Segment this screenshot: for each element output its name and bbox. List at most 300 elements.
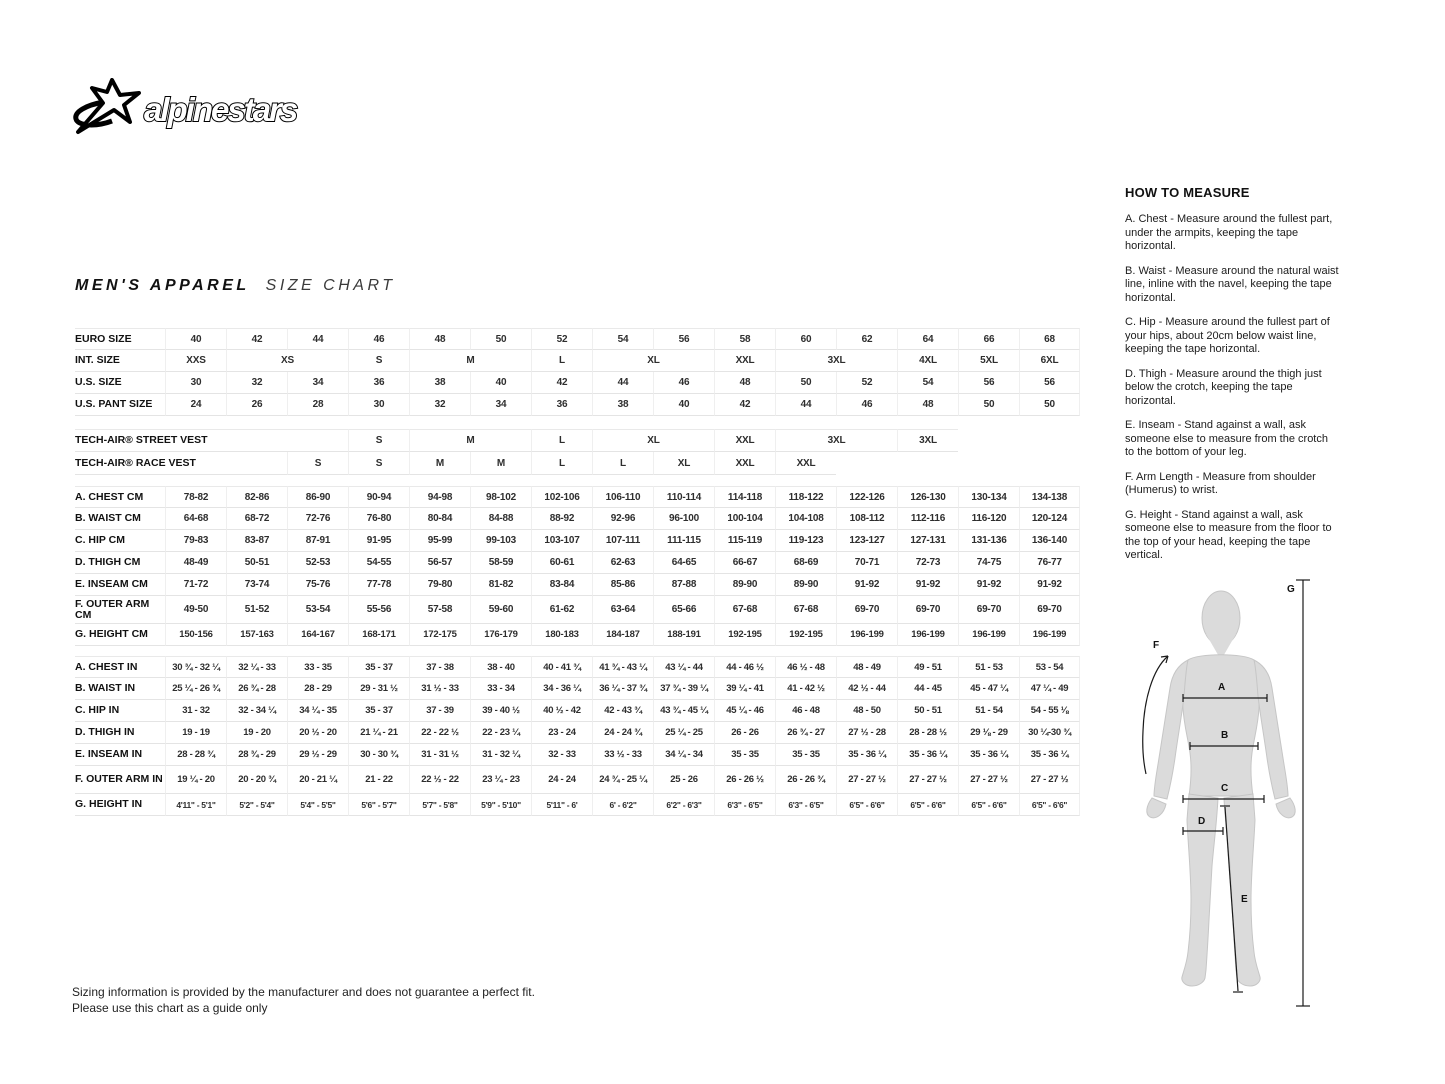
measurement-in-cell: 44 - 45 [897,678,958,700]
size-cell: 30 [165,372,226,394]
measurement-in-cell: 6' - 6'2" [592,794,653,816]
vest-size-cell: M [409,429,531,452]
measurement-cm-cell: 49-50 [165,596,226,624]
measurement-in-cell: 40 ½ - 42 [531,700,592,722]
measurement-cm-cell: 196-199 [836,624,897,646]
measurement-cm-cell: 67-68 [714,596,775,624]
size-cell: XL [592,350,714,372]
size-cell: 56 [1019,372,1080,394]
measurement-in-cell: 19 - 19 [165,722,226,744]
measurement-cm-cell: 80-84 [409,508,470,530]
table-row [75,700,1080,722]
how-to-measure-instructions [1125,213,1340,563]
measurement-in-cell: 24 ¾ - 25 ¼ [592,766,653,794]
measurement-cm-cell: 94-98 [409,486,470,508]
size-cell: S [348,350,409,372]
size-cell: 54 [592,328,653,350]
row-label: A. CHEST CM [75,486,165,508]
measurement-in-cell: 50 - 51 [897,700,958,722]
measurement-in-cell: 33 ½ - 33 [592,744,653,766]
measurement-cm-cell: 64-68 [165,508,226,530]
measurement-in-cell: 32 - 34 ¼ [226,700,287,722]
size-cell: 44 [287,328,348,350]
measurement-in-cell: 4'11" - 5'1" [165,794,226,816]
size-cell: 48 [409,328,470,350]
size-cell: 44 [592,372,653,394]
measurement-in-cell: 23 - 24 [531,722,592,744]
alpinestars-star-icon [76,80,139,132]
size-cell: 46 [836,394,897,416]
measurement-cm-cell: 157-163 [226,624,287,646]
measurement-cm-cell: 87-91 [287,530,348,552]
measurement-in-cell: 32 ¼ - 33 [226,656,287,678]
size-cell: 32 [409,394,470,416]
empty-cell [958,429,1080,452]
measurement-in-cell: 28 - 28 ½ [897,722,958,744]
size-cell: 50 [470,328,531,350]
table-row [75,794,1080,816]
measurement-cm-cell: 50-51 [226,552,287,574]
measurement-cm-cell: 58-59 [470,552,531,574]
row-label: D. THIGH CM [75,552,165,574]
measurement-in-cell: 38 - 40 [470,656,531,678]
vest-size-cell: S [348,429,409,452]
measurement-cm-cell: 91-92 [897,574,958,596]
measurement-in-cell: 20 - 20 ¾ [226,766,287,794]
measurement-in-cell: 5'7" - 5'8" [409,794,470,816]
measurements-in-table [75,656,1080,816]
measurement-in-cell: 37 - 39 [409,700,470,722]
measurement-in-cell: 6'5" - 6'6" [836,794,897,816]
measurement-cm-cell: 72-73 [897,552,958,574]
measurement-in-cell: 29 ⅛ - 29 [958,722,1019,744]
measurement-cm-cell: 67-68 [775,596,836,624]
measurement-in-cell: 30 ¾ - 32 ¼ [165,656,226,678]
measurement-cm-cell: 89-90 [775,574,836,596]
page-title-main: MEN'S APPAREL [75,277,250,294]
table-row [75,744,1080,766]
measurement-cm-cell: 69-70 [836,596,897,624]
measurement-cm-cell: 73-74 [226,574,287,596]
row-label: B. WAIST CM [75,508,165,530]
vest-size-cell: S [348,452,409,475]
measurement-in-cell: 24 - 24 [531,766,592,794]
measurement-cm-cell: 176-179 [470,624,531,646]
measurement-cm-cell: 130-134 [958,486,1019,508]
vest-size-cell: XL [592,429,714,452]
size-cell: 38 [409,372,470,394]
empty-cell [836,452,1080,475]
measurement-in-cell: 40 - 41 ¾ [531,656,592,678]
measurement-in-cell: 37 - 38 [409,656,470,678]
measurement-cm-cell: 120-124 [1019,508,1080,530]
size-cell: 66 [958,328,1019,350]
measurement-in-cell: 6'3" - 6'5" [714,794,775,816]
alpinestars-logo [70,78,330,136]
measurement-in-cell: 46 - 48 [775,700,836,722]
measurement-in-cell: 45 ¼ - 46 [714,700,775,722]
row-label: INT. SIZE [75,350,165,372]
measurement-cm-cell: 82-86 [226,486,287,508]
measurement-in-cell: 5'6" - 5'7" [348,794,409,816]
measurement-cm-cell: 127-131 [897,530,958,552]
measurement-cm-cell: 136-140 [1019,530,1080,552]
table-row [75,429,1080,452]
row-label: F. OUTER ARM IN [75,766,165,794]
table-row [75,766,1080,794]
measurement-in-cell: 51 - 54 [958,700,1019,722]
measurement-in-cell: 28 - 29 [287,678,348,700]
row-label: U.S. SIZE [75,372,165,394]
measurement-in-cell: 27 - 27 ½ [1019,766,1080,794]
size-cell: 3XL [775,350,897,372]
size-cell: 42 [226,328,287,350]
measurement-in-cell: 35 - 37 [348,700,409,722]
measurement-cm-cell: 131-136 [958,530,1019,552]
vest-size-cell: XL [653,452,714,475]
measurement-in-cell: 6'2" - 6'3" [653,794,714,816]
label-A: A [1218,682,1226,693]
measurement-cm-cell: 150-156 [165,624,226,646]
size-cell: 26 [226,394,287,416]
row-label: G. HEIGHT IN [75,794,165,816]
measurement-in-cell: 35 - 36 ¼ [958,744,1019,766]
vest-size-cell: M [470,452,531,475]
measurement-cm-cell: 98-102 [470,486,531,508]
measurement-in-cell: 27 - 27 ½ [836,766,897,794]
measurement-cm-cell: 54-55 [348,552,409,574]
size-cell: 52 [836,372,897,394]
label-B: B [1221,730,1229,741]
vest-size-cell: XXL [714,429,775,452]
measurement-cm-cell: 65-66 [653,596,714,624]
measure-instruction: F. Arm Length - Measure from shoulder (Humerus) to wrist. [1125,470,1316,496]
vest-size-cell: M [409,452,470,475]
measurement-cm-cell: 103-107 [531,530,592,552]
measurement-in-cell: 22 ½ - 22 [409,766,470,794]
measurement-cm-cell: 76-77 [1019,552,1080,574]
size-cell: 5XL [958,350,1019,372]
measurement-in-cell: 25 ¼ - 26 ¾ [165,678,226,700]
measurement-cm-cell: 110-114 [653,486,714,508]
measurement-in-cell: 39 ¼ - 41 [714,678,775,700]
size-cell: 6XL [1019,350,1080,372]
table-row [75,722,1080,744]
disclaimer-line-1: Sizing information is provided by the manufacturer and does not guarantee a perfect fit. [72,985,535,999]
measurement-cm-cell: 95-99 [409,530,470,552]
measurement-cm-cell: 85-86 [592,574,653,596]
how-to-measure-panel [1125,185,1340,574]
row-label: C. HIP IN [75,700,165,722]
size-cell: 28 [287,394,348,416]
size-cell: 32 [226,372,287,394]
measurement-in-cell: 34 ¼ - 34 [653,744,714,766]
measurement-cm-cell: 123-127 [836,530,897,552]
measurement-cm-cell: 51-52 [226,596,287,624]
measurement-in-cell: 22 - 23 ¼ [470,722,531,744]
measurement-cm-cell: 192-195 [714,624,775,646]
size-cell: 40 [165,328,226,350]
measurement-in-cell: 5'2" - 5'4" [226,794,287,816]
measure-instruction: E. Inseam - Stand against a wall, ask someone else to measure from the crotch to the bottom of your leg. [1125,419,1328,458]
label-E: E [1241,894,1248,905]
measurement-in-cell: 35 - 36 ¼ [1019,744,1080,766]
measurement-in-cell: 5'9" - 5'10" [470,794,531,816]
measurement-cm-cell: 56-57 [409,552,470,574]
table-row [75,486,1080,508]
row-label: TECH-AIR® RACE VEST [75,452,287,475]
label-F: F [1153,640,1160,651]
vest-size-cell: 3XL [897,429,958,452]
measurement-in-cell: 51 - 53 [958,656,1019,678]
measurement-cm-cell: 116-120 [958,508,1019,530]
measurement-in-cell: 26 ¾ - 27 [775,722,836,744]
measurement-cm-cell: 115-119 [714,530,775,552]
size-cell: 46 [348,328,409,350]
size-cell: 44 [775,394,836,416]
measurement-in-cell: 31 ½ - 33 [409,678,470,700]
measurement-cm-cell: 69-70 [1019,596,1080,624]
measurement-in-cell: 6'5" - 6'6" [897,794,958,816]
table-row [75,552,1080,574]
size-cell: L [531,350,592,372]
measurement-in-cell: 6'5" - 6'6" [1019,794,1080,816]
measurement-in-cell: 29 ½ - 29 [287,744,348,766]
measurement-in-cell: 35 - 36 ¼ [836,744,897,766]
measurement-in-cell: 26 - 26 ¾ [775,766,836,794]
size-cell: XXL [714,350,775,372]
measurement-cm-cell: 75-76 [287,574,348,596]
size-cell: 46 [653,372,714,394]
measurement-in-cell: 46 ½ - 48 [775,656,836,678]
measure-instruction: A. Chest - Measure around the fullest part, under the armpits, keeping the tape horizontal. [1125,213,1333,252]
table-row [75,624,1080,646]
table-row [75,596,1080,624]
size-cell: XS [226,350,348,372]
measurement-cm-cell: 71-72 [165,574,226,596]
size-cell: 60 [775,328,836,350]
measurement-cm-cell: 66-67 [714,552,775,574]
row-label: E. INSEAM IN [75,744,165,766]
measurement-cm-cell: 91-95 [348,530,409,552]
measurement-cm-cell: 79-83 [165,530,226,552]
measurement-in-cell: 24 - 24 ¾ [592,722,653,744]
size-cell: 34 [470,394,531,416]
measurement-cm-cell: 196-199 [897,624,958,646]
measure-instruction: G. Height - Stand against a wall, ask someone else to measure from the floor to the top of your head, keeping the tape vertical. [1125,508,1332,561]
measurement-cm-cell: 61-62 [531,596,592,624]
measurement-cm-cell: 134-138 [1019,486,1080,508]
measurement-cm-cell: 69-70 [897,596,958,624]
measurement-cm-cell: 59-60 [470,596,531,624]
measurement-cm-cell: 87-88 [653,574,714,596]
measurement-cm-cell: 52-53 [287,552,348,574]
table-row [75,350,1080,372]
disclaimer [72,984,535,1016]
measurement-cm-cell: 78-82 [165,486,226,508]
size-cell: 36 [348,372,409,394]
size-cell: 64 [897,328,958,350]
table-row [75,452,1080,475]
measure-instruction: C. Hip - Measure around the fullest part of your hips, about 20cm below waist line, keeping the tape horizontal. [1125,316,1330,355]
size-cell: 36 [531,394,592,416]
measurement-in-cell: 32 - 33 [531,744,592,766]
measurement-in-cell: 53 - 54 [1019,656,1080,678]
measurement-in-cell: 25 - 26 [653,766,714,794]
measurement-in-cell: 31 - 32 [165,700,226,722]
measurement-cm-cell: 99-103 [470,530,531,552]
measurement-in-cell: 35 - 37 [348,656,409,678]
vest-size-cell: XXL [775,452,836,475]
measurement-in-cell: 30 - 30 ¾ [348,744,409,766]
height-measure-line [1296,580,1310,1006]
row-label: C. HIP CM [75,530,165,552]
size-cell: 50 [1019,394,1080,416]
measure-instruction: D. Thigh - Measure around the thigh just below the crotch, keeping the tape horizontal. [1125,367,1322,407]
measurement-cm-cell: 168-171 [348,624,409,646]
table-row [75,656,1080,678]
measurement-in-cell: 42 - 43 ¾ [592,700,653,722]
measurement-in-cell: 34 ¼ - 35 [287,700,348,722]
row-label: G. HEIGHT CM [75,624,165,646]
size-cell: 40 [470,372,531,394]
measurement-cm-cell: 196-199 [1019,624,1080,646]
page-title [75,277,395,295]
measurement-cm-cell: 92-96 [592,508,653,530]
measurement-in-cell: 23 ¼ - 23 [470,766,531,794]
table-row [75,574,1080,596]
measurement-in-cell: 54 - 55 ⅛ [1019,700,1080,722]
measurement-cm-cell: 89-90 [714,574,775,596]
measurement-in-cell: 27 - 27 ½ [958,766,1019,794]
measurement-cm-cell: 112-116 [897,508,958,530]
measurement-cm-cell: 119-123 [775,530,836,552]
measurement-cm-cell: 76-80 [348,508,409,530]
measurement-in-cell: 43 ¼ - 44 [653,656,714,678]
measurement-in-cell: 20 - 21 ¼ [287,766,348,794]
measurement-cm-cell: 91-92 [958,574,1019,596]
measurement-cm-cell: 55-56 [348,596,409,624]
size-header-table [75,328,1080,416]
measurement-in-cell: 42 ½ - 44 [836,678,897,700]
measurement-cm-cell: 84-88 [470,508,531,530]
measurement-cm-cell: 118-122 [775,486,836,508]
measurement-in-cell: 22 - 22 ½ [409,722,470,744]
measurement-cm-cell: 192-195 [775,624,836,646]
measurement-in-cell: 31 - 31 ½ [409,744,470,766]
vest-size-cell: L [592,452,653,475]
measurement-cm-cell: 63-64 [592,596,653,624]
size-cell: 68 [1019,328,1080,350]
row-label: E. INSEAM CM [75,574,165,596]
vest-size-cell: 3XL [775,429,897,452]
measurement-cm-cell: 60-61 [531,552,592,574]
vest-size-cell: XXL [714,452,775,475]
measurement-in-cell: 43 ¾ - 45 ¼ [653,700,714,722]
table-row [75,328,1080,350]
measurement-in-cell: 35 - 35 [714,744,775,766]
measurement-in-cell: 19 - 20 [226,722,287,744]
measurement-cm-cell: 72-76 [287,508,348,530]
size-cell: 40 [653,394,714,416]
measurement-in-cell: 33 - 34 [470,678,531,700]
measurement-cm-cell: 91-92 [1019,574,1080,596]
measurement-cm-cell: 180-183 [531,624,592,646]
measurement-cm-cell: 102-106 [531,486,592,508]
measurement-in-cell: 26 - 26 ½ [714,766,775,794]
size-cell: XXS [165,350,226,372]
table-row [75,394,1080,416]
measurement-in-cell: 45 - 47 ¼ [958,678,1019,700]
vest-size-cell: L [531,452,592,475]
measurement-in-cell: 47 ¼ - 49 [1019,678,1080,700]
measurement-cm-cell: 164-167 [287,624,348,646]
measurement-cm-cell: 68-72 [226,508,287,530]
size-cell: 58 [714,328,775,350]
measurement-in-cell: 41 ¾ - 43 ¼ [592,656,653,678]
measurement-in-cell: 35 - 36 ¼ [897,744,958,766]
measurement-in-cell: 21 ¼ - 21 [348,722,409,744]
measurement-in-cell: 44 - 46 ½ [714,656,775,678]
measurement-cm-cell: 91-92 [836,574,897,596]
measurement-cm-cell: 57-58 [409,596,470,624]
row-label: A. CHEST IN [75,656,165,678]
measurement-in-cell: 6'3" - 6'5" [775,794,836,816]
measurement-in-cell: 37 ¾ - 39 ¼ [653,678,714,700]
measurement-in-cell: 25 ¼ - 25 [653,722,714,744]
label-G: G [1287,584,1295,595]
tech-air-vest-table [75,429,1080,475]
measurement-cm-cell: 172-175 [409,624,470,646]
measurement-in-cell: 26 - 26 [714,722,775,744]
measurement-in-cell: 36 ¼ - 37 ¾ [592,678,653,700]
measurement-cm-cell: 81-82 [470,574,531,596]
measurement-in-cell: 35 - 35 [775,744,836,766]
size-cell: 56 [653,328,714,350]
measurement-cm-cell: 53-54 [287,596,348,624]
page-title-sub: SIZE CHART [265,277,396,294]
measurement-cm-cell: 48-49 [165,552,226,574]
size-cell: 48 [897,394,958,416]
measurement-cm-cell: 108-112 [836,508,897,530]
measurement-in-cell: 27 - 27 ½ [897,766,958,794]
measurement-cm-cell: 70-71 [836,552,897,574]
vest-size-cell: L [531,429,592,452]
label-D: D [1198,816,1206,827]
measurement-in-cell: 41 - 42 ½ [775,678,836,700]
measurement-cm-cell: 62-63 [592,552,653,574]
size-cell: 24 [165,394,226,416]
measurement-in-cell: 48 - 49 [836,656,897,678]
label-C: C [1221,783,1229,794]
size-cell: 50 [958,394,1019,416]
measurement-cm-cell: 106-110 [592,486,653,508]
measurement-in-cell: 30 ¼-30 ¾ [1019,722,1080,744]
measurement-cm-cell: 114-118 [714,486,775,508]
size-cell: 54 [897,372,958,394]
measurement-in-cell: 6'5" - 6'6" [958,794,1019,816]
measurement-cm-cell: 196-199 [958,624,1019,646]
measurement-cm-cell: 64-65 [653,552,714,574]
row-label: B. WAIST IN [75,678,165,700]
size-cell: 62 [836,328,897,350]
measurement-in-cell: 21 - 22 [348,766,409,794]
measurement-cm-cell: 90-94 [348,486,409,508]
vest-size-cell: S [287,452,348,475]
size-cell: 30 [348,394,409,416]
size-cell: 48 [714,372,775,394]
row-label: F. OUTER ARM CM [75,596,165,624]
